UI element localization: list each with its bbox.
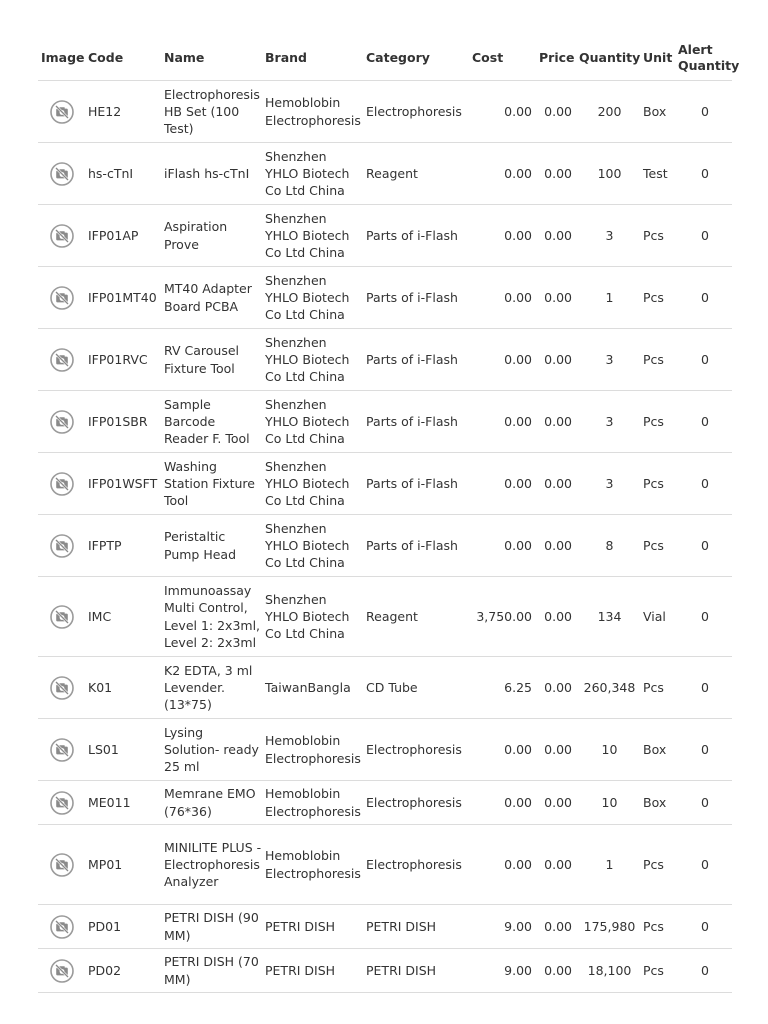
product-name-cell: RV Carousel Fixture Tool xyxy=(161,329,262,391)
product-price-cell: 0.00 xyxy=(536,949,576,993)
product-unit-cell: Pcs xyxy=(640,329,675,391)
table-row[interactable] xyxy=(38,719,732,781)
product-quantity-cell: 18,100 xyxy=(576,949,640,993)
product-quantity-cell: 10 xyxy=(576,719,640,781)
product-image-cell xyxy=(38,143,85,205)
product-name-cell: Lysing Solution- ready 25 ml xyxy=(161,719,262,781)
product-image-cell xyxy=(38,577,85,657)
product-quantity-cell: 3 xyxy=(576,329,640,391)
product-image-cell xyxy=(38,81,85,143)
product-alert-quantity-cell: 0 xyxy=(675,205,732,267)
product-cost-cell: 9.00 xyxy=(469,949,536,993)
product-image-cell xyxy=(38,453,85,515)
product-cost-cell: 9.00 xyxy=(469,905,536,949)
product-code-cell: PD02 xyxy=(85,949,161,993)
product-brand-cell: Hemoblobin Electrophoresis xyxy=(262,825,363,905)
product-name-cell: Washing Station Fixture Tool xyxy=(161,453,262,515)
product-image-cell xyxy=(38,719,85,781)
product-category-cell: Parts of i-Flash xyxy=(363,329,469,391)
no-image-icon[interactable] xyxy=(50,791,74,815)
table-row[interactable] xyxy=(38,453,732,515)
product-quantity-cell: 3 xyxy=(576,205,640,267)
column-header-alert-quantity[interactable] xyxy=(675,36,740,81)
product-alert-quantity-cell: 0 xyxy=(675,781,732,825)
no-image-icon[interactable] xyxy=(50,676,74,700)
no-image-icon[interactable] xyxy=(50,853,74,877)
product-image-cell xyxy=(38,657,85,719)
product-name-cell: iFlash hs-cTnI xyxy=(161,143,262,205)
product-category-cell: CD Tube xyxy=(363,657,469,719)
product-unit-cell: Pcs xyxy=(640,905,675,949)
product-brand-cell: Hemoblobin Electrophoresis xyxy=(262,81,363,143)
product-category-cell: Parts of i-Flash xyxy=(363,267,469,329)
product-price-cell: 0.00 xyxy=(536,657,576,719)
product-alert-quantity-cell: 0 xyxy=(675,657,732,719)
product-brand-cell: Shenzhen YHLO Biotech Co Ltd China xyxy=(262,577,363,657)
product-cost-cell: 3,750.00 xyxy=(469,577,536,657)
no-image-icon[interactable] xyxy=(50,162,74,186)
product-brand-cell: PETRI DISH xyxy=(262,949,363,993)
product-category-cell: Parts of i-Flash xyxy=(363,391,469,453)
product-price-cell: 0.00 xyxy=(536,453,576,515)
column-header-name[interactable]: Name xyxy=(161,36,262,81)
product-category-cell: PETRI DISH xyxy=(363,949,469,993)
product-category-cell: Electrophoresis xyxy=(363,719,469,781)
product-price-cell: 0.00 xyxy=(536,515,576,577)
product-alert-quantity-cell: 0 xyxy=(675,515,732,577)
product-alert-quantity-cell: 0 xyxy=(675,719,732,781)
product-cost-cell: 0.00 xyxy=(469,267,536,329)
product-code-cell: HE12 xyxy=(85,81,161,143)
product-brand-cell: Hemoblobin Electrophoresis xyxy=(262,781,363,825)
product-name-cell: Sample Barcode Reader F. Tool xyxy=(161,391,262,453)
product-price-cell: 0.00 xyxy=(536,825,576,905)
product-quantity-cell: 200 xyxy=(576,81,640,143)
product-code-cell: LS01 xyxy=(85,719,161,781)
product-name-cell: Aspiration Prove xyxy=(161,205,262,267)
product-brand-cell: TaiwanBangla xyxy=(262,657,363,719)
product-unit-cell: Pcs xyxy=(640,825,675,905)
product-unit-cell: Vial xyxy=(640,577,675,657)
product-code-cell: PD01 xyxy=(85,905,161,949)
product-price-cell: 0.00 xyxy=(536,781,576,825)
product-brand-cell: Shenzhen YHLO Biotech Co Ltd China xyxy=(262,205,363,267)
table-row[interactable] xyxy=(38,391,732,453)
product-code-cell: IFP01SBR xyxy=(85,391,161,453)
product-quantity-cell: 10 xyxy=(576,781,640,825)
product-brand-cell: Shenzhen YHLO Biotech Co Ltd China xyxy=(262,267,363,329)
product-category-cell: Reagent xyxy=(363,143,469,205)
table-row[interactable] xyxy=(38,267,732,329)
product-cost-cell: 0.00 xyxy=(469,453,536,515)
product-unit-cell: Box xyxy=(640,719,675,781)
no-image-icon[interactable] xyxy=(50,738,74,762)
no-image-icon[interactable] xyxy=(50,472,74,496)
product-alert-quantity-cell: 0 xyxy=(675,143,732,205)
product-brand-cell: Shenzhen YHLO Biotech Co Ltd China xyxy=(262,329,363,391)
table-body xyxy=(38,81,732,993)
table-row[interactable] xyxy=(38,781,732,825)
product-quantity-cell: 175,980 xyxy=(576,905,640,949)
product-name-cell: Memrane EMO (76*36) xyxy=(161,781,262,825)
table-row[interactable] xyxy=(38,657,732,719)
table-row[interactable] xyxy=(38,577,732,657)
product-cost-cell: 0.00 xyxy=(469,781,536,825)
no-image-icon[interactable] xyxy=(50,348,74,372)
product-unit-cell: Test xyxy=(640,143,675,205)
product-code-cell: IFP01RVC xyxy=(85,329,161,391)
product-image-cell xyxy=(38,825,85,905)
product-alert-quantity-cell: 0 xyxy=(675,905,732,949)
product-alert-quantity-cell: 0 xyxy=(675,267,732,329)
product-unit-cell: Pcs xyxy=(640,657,675,719)
table-row[interactable] xyxy=(38,905,732,949)
product-price-cell: 0.00 xyxy=(536,391,576,453)
product-price-cell: 0.00 xyxy=(536,905,576,949)
product-unit-cell: Box xyxy=(640,781,675,825)
product-price-cell: 0.00 xyxy=(536,143,576,205)
product-image-cell xyxy=(38,905,85,949)
product-category-cell: Electrophoresis xyxy=(363,81,469,143)
product-alert-quantity-cell: 0 xyxy=(675,577,732,657)
no-image-icon[interactable] xyxy=(50,915,74,939)
product-price-cell: 0.00 xyxy=(536,329,576,391)
product-image-cell xyxy=(38,329,85,391)
product-price-cell: 0.00 xyxy=(536,719,576,781)
product-name-cell: PETRI DISH (70 MM) xyxy=(161,949,262,993)
no-image-icon[interactable] xyxy=(50,959,74,983)
product-brand-cell: PETRI DISH xyxy=(262,905,363,949)
product-quantity-cell: 3 xyxy=(576,453,640,515)
product-category-cell: Electrophoresis xyxy=(363,781,469,825)
product-cost-cell: 0.00 xyxy=(469,719,536,781)
product-category-cell: Electrophoresis xyxy=(363,825,469,905)
product-code-cell: ME011 xyxy=(85,781,161,825)
product-code-cell: K01 xyxy=(85,657,161,719)
column-header-code[interactable]: Code xyxy=(85,36,161,81)
product-category-cell: PETRI DISH xyxy=(363,905,469,949)
table-row[interactable] xyxy=(38,81,732,143)
product-category-cell: Parts of i-Flash xyxy=(363,453,469,515)
product-name-cell: K2 EDTA, 3 ml Levender. (13*75) xyxy=(161,657,262,719)
product-cost-cell: 0.00 xyxy=(469,81,536,143)
column-header-unit[interactable]: Unit xyxy=(640,36,675,81)
no-image-icon[interactable] xyxy=(50,410,74,434)
product-cost-cell: 0.00 xyxy=(469,329,536,391)
no-image-icon[interactable] xyxy=(50,605,74,629)
no-image-icon[interactable] xyxy=(50,224,74,248)
product-unit-cell: Pcs xyxy=(640,205,675,267)
product-image-cell xyxy=(38,949,85,993)
product-name-cell: PETRI DISH (90 MM) xyxy=(161,905,262,949)
product-price-cell: 0.00 xyxy=(536,267,576,329)
product-quantity-cell: 1 xyxy=(576,825,640,905)
product-alert-quantity-cell: 0 xyxy=(675,453,732,515)
alert-header-line1: Alert xyxy=(678,42,713,57)
table-row[interactable] xyxy=(38,825,732,905)
column-header-image[interactable]: Image xyxy=(38,36,85,81)
product-quantity-cell: 8 xyxy=(576,515,640,577)
products-table xyxy=(38,36,740,993)
product-code-cell: IFP01AP xyxy=(85,205,161,267)
product-unit-cell: Pcs xyxy=(640,267,675,329)
product-code-cell: IFPTP xyxy=(85,515,161,577)
table-row[interactable] xyxy=(38,515,732,577)
product-cost-cell: 0.00 xyxy=(469,515,536,577)
product-price-cell: 0.00 xyxy=(536,81,576,143)
product-brand-cell: Hemoblobin Electrophoresis xyxy=(262,719,363,781)
product-quantity-cell: 260,348 xyxy=(576,657,640,719)
product-cost-cell: 6.25 xyxy=(469,657,536,719)
product-quantity-cell: 100 xyxy=(576,143,640,205)
product-unit-cell: Pcs xyxy=(640,453,675,515)
table-row[interactable] xyxy=(38,205,732,267)
product-alert-quantity-cell: 0 xyxy=(675,329,732,391)
product-category-cell: Parts of i-Flash xyxy=(363,205,469,267)
product-name-cell: Electrophoresis HB Set (100 Test) xyxy=(161,81,262,143)
column-header-cost[interactable]: Cost xyxy=(469,36,536,81)
product-image-cell xyxy=(38,391,85,453)
column-header-price[interactable]: Price xyxy=(536,36,576,81)
product-cost-cell: 0.00 xyxy=(469,143,536,205)
product-code-cell: IFP01WSFT xyxy=(85,453,161,515)
product-code-cell: hs-cTnI xyxy=(85,143,161,205)
product-cost-cell: 0.00 xyxy=(469,825,536,905)
product-brand-cell: Shenzhen YHLO Biotech Co Ltd China xyxy=(262,453,363,515)
table-row[interactable] xyxy=(38,329,732,391)
product-quantity-cell: 3 xyxy=(576,391,640,453)
product-name-cell: MT40 Adapter Board PCBA xyxy=(161,267,262,329)
product-category-cell: Parts of i-Flash xyxy=(363,515,469,577)
column-header-quantity[interactable]: Quantity xyxy=(576,36,640,81)
product-cost-cell: 0.00 xyxy=(469,391,536,453)
product-price-cell: 0.00 xyxy=(536,205,576,267)
product-brand-cell: Shenzhen YHLO Biotech Co Ltd China xyxy=(262,515,363,577)
product-alert-quantity-cell: 0 xyxy=(675,949,732,993)
product-brand-cell: Shenzhen YHLO Biotech Co Ltd China xyxy=(262,391,363,453)
product-alert-quantity-cell: 0 xyxy=(675,825,732,905)
column-header-brand[interactable]: Brand xyxy=(262,36,363,81)
product-unit-cell: Pcs xyxy=(640,949,675,993)
column-header-category[interactable]: Category xyxy=(363,36,469,81)
table-row[interactable] xyxy=(38,143,732,205)
product-alert-quantity-cell: 0 xyxy=(675,391,732,453)
product-price-cell: 0.00 xyxy=(536,577,576,657)
product-image-cell xyxy=(38,781,85,825)
product-name-cell: Peristaltic Pump Head xyxy=(161,515,262,577)
product-alert-quantity-cell: 0 xyxy=(675,81,732,143)
table-row[interactable] xyxy=(38,949,732,993)
no-image-icon[interactable] xyxy=(50,100,74,124)
product-image-cell xyxy=(38,267,85,329)
product-image-cell xyxy=(38,515,85,577)
product-code-cell: IFP01MT40 xyxy=(85,267,161,329)
product-quantity-cell: 134 xyxy=(576,577,640,657)
product-category-cell: Reagent xyxy=(363,577,469,657)
product-brand-cell: Shenzhen YHLO Biotech Co Ltd China xyxy=(262,143,363,205)
no-image-icon[interactable] xyxy=(50,534,74,558)
alert-header-line2: Quantity xyxy=(678,58,740,73)
table-header-row xyxy=(38,36,732,81)
product-name-cell: Immunoassay Multi Control, Level 1: 2x3ml, Level 2: 2x3ml xyxy=(161,577,262,657)
products-table-container xyxy=(38,36,740,993)
product-cost-cell: 0.00 xyxy=(469,205,536,267)
product-unit-cell: Pcs xyxy=(640,391,675,453)
product-unit-cell: Box xyxy=(640,81,675,143)
product-name-cell: MINILITE PLUS - Electrophoresis Analyzer xyxy=(161,825,262,905)
product-unit-cell: Pcs xyxy=(640,515,675,577)
product-quantity-cell: 1 xyxy=(576,267,640,329)
product-image-cell xyxy=(38,205,85,267)
no-image-icon[interactable] xyxy=(50,286,74,310)
product-code-cell: IMC xyxy=(85,577,161,657)
product-code-cell: MP01 xyxy=(85,825,161,905)
